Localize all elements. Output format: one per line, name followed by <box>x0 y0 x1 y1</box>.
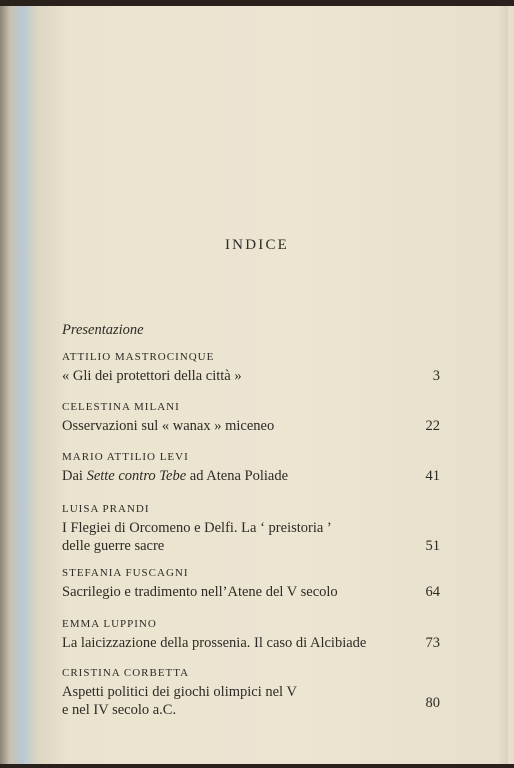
entry-page-number: 22 <box>425 418 440 434</box>
toc-entry <box>62 503 440 555</box>
toc-entry <box>62 451 440 485</box>
entry-title-part: Dai <box>62 468 87 484</box>
entry-title: Sacrilegio e tradimento nell’Atene del V secolo <box>62 584 338 600</box>
entry-page-number: 64 <box>425 584 440 600</box>
entry-page-number: 3 <box>432 368 440 384</box>
book-page <box>0 6 514 764</box>
entry-author: EMMA LUPPINO <box>62 618 157 630</box>
entry-title-italic: Sette contro Tebe <box>86 468 187 484</box>
entry-title-line-2: delle guerre sacre <box>62 538 165 554</box>
entry-page-number: 51 <box>425 538 440 554</box>
entry-page-number: 41 <box>425 468 440 484</box>
toc-entry <box>62 667 440 719</box>
entry-title <box>62 467 440 485</box>
entry-author: ATTILIO MASTROCINQUE <box>62 351 215 363</box>
page-title: INDICE <box>224 237 290 253</box>
entry-title: La laicizzazione della prossenia. Il caso di Alcibiade <box>62 635 367 651</box>
toc-entry <box>62 401 440 435</box>
entry-author: STEFANIA FUSCAGNI <box>62 567 189 579</box>
entry-page-number: 73 <box>425 635 440 651</box>
entry-title-line-2: e nel IV secolo a.C. <box>62 702 177 718</box>
entry-author: LUISA PRANDI <box>62 503 150 515</box>
entry-author: CRISTINA CORBETTA <box>62 667 190 679</box>
entry-author: MARIO ATTILIO LEVI <box>62 451 189 463</box>
toc-entry <box>62 618 440 652</box>
entry-title: Osservazioni sul « wanax » miceneo <box>62 418 275 434</box>
entry-title: « Gli dei protettori della città » <box>62 368 242 384</box>
entry-title-line-1: Aspetti politici dei giochi olimpici nel V <box>62 684 297 700</box>
preface-entry: Presentazione <box>62 322 144 338</box>
entry-author: CELESTINA MILANI <box>62 401 180 413</box>
entry-title-part: ad Atena Poliade <box>186 468 289 484</box>
toc-entry <box>62 351 440 385</box>
toc-entry <box>62 567 440 601</box>
entry-title-line-1: I Flegiei di Orcomeno e Delfi. La ‘ preistoria ’ <box>62 520 332 536</box>
entry-page-number: 80 <box>425 695 440 711</box>
